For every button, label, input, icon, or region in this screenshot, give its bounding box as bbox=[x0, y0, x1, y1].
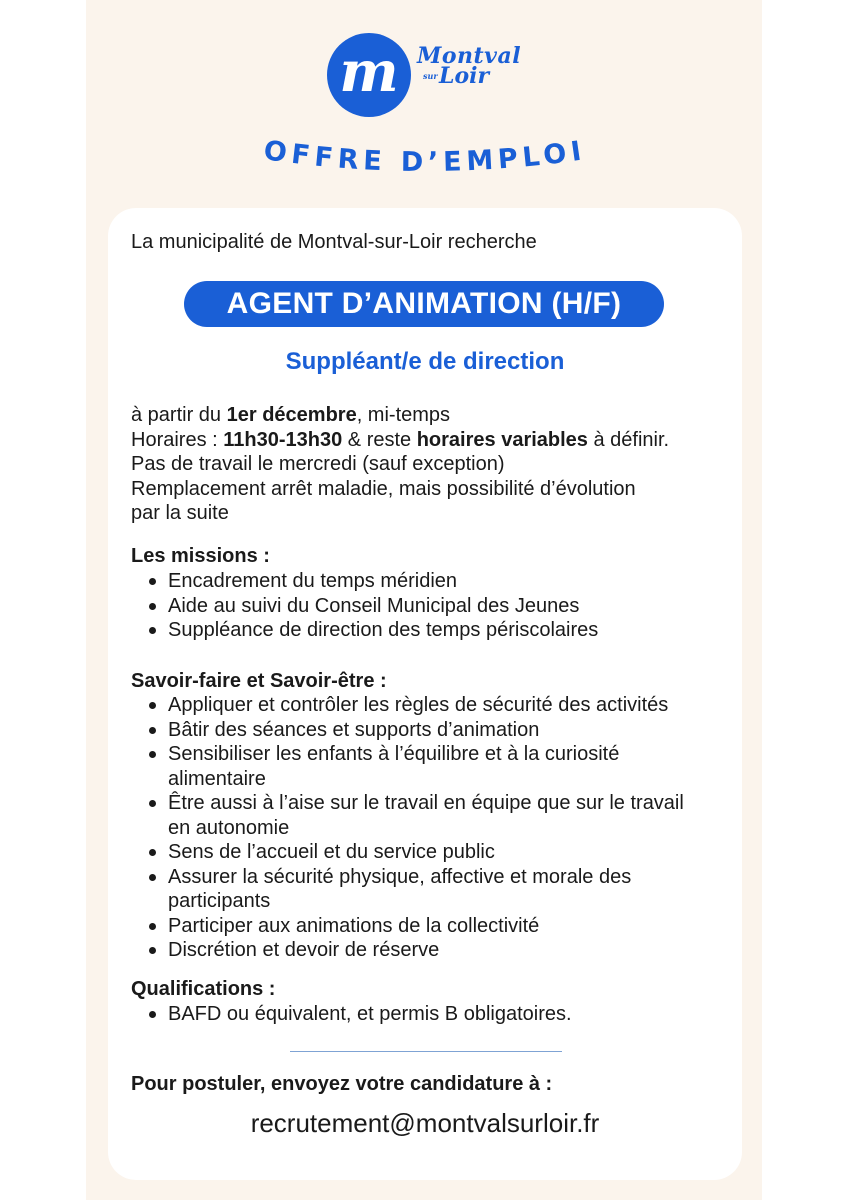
missions-list bbox=[131, 569, 598, 643]
intro-text: La municipalité de Montval-sur-Loir recherche bbox=[131, 231, 537, 253]
qualifications-heading: Qualifications : bbox=[131, 978, 276, 1000]
list-item: Bâtir des séances et supports d’animation bbox=[131, 718, 684, 743]
list-item: Assurer la sécurité physique, affective et morale des participants bbox=[131, 865, 684, 914]
logo-name-line2: Loir bbox=[439, 63, 490, 89]
list-item: Sensibiliser les enfants à l’équilibre et à la curiosité alimentaire bbox=[131, 742, 684, 791]
list-item: Encadrement du temps méridien bbox=[131, 569, 598, 594]
offer-title: OFFRE D’EMPLOI bbox=[261, 135, 589, 179]
details-line-hours: Horaires : 11h30-13h30 & reste horaires variables à définir. bbox=[131, 428, 670, 451]
list-item: Être aussi à l’aise sur le travail en équipe que sur le travail en autonomie bbox=[131, 791, 684, 840]
logo-name-line1: Montval bbox=[417, 43, 522, 69]
logo-wordmark bbox=[417, 45, 521, 87]
logo-monogram-icon bbox=[327, 33, 411, 117]
details-line-replacement-cont: par la suite bbox=[131, 502, 229, 524]
missions-heading: Les missions : bbox=[131, 545, 270, 567]
job-subtitle: Suppléant/e de direction bbox=[285, 348, 565, 375]
list-item: Aide au suivi du Conseil Municipal des Jeunes bbox=[131, 594, 598, 619]
list-item: Discrétion et devoir de réserve bbox=[131, 938, 684, 963]
job-details bbox=[131, 403, 669, 526]
skills-heading: Savoir-faire et Savoir-être : bbox=[131, 670, 387, 692]
logo-sur: sur bbox=[423, 71, 438, 81]
details-line-wednesday: Pas de travail le mercredi (sauf exception) bbox=[131, 453, 505, 475]
job-title-badge: AGENT D’ANIMATION (H/F) bbox=[184, 281, 664, 327]
contact-email[interactable]: recrutement@montvalsurloir.fr bbox=[250, 1108, 600, 1138]
skills-list bbox=[131, 693, 684, 963]
details-line-replacement: Remplacement arrêt maladie, mais possibilité d’évolution bbox=[131, 477, 636, 500]
list-item: Appliquer et contrôler les règles de sécurité des activités bbox=[131, 693, 684, 718]
list-item: Suppléance de direction des temps périscolaires bbox=[131, 618, 598, 643]
divider bbox=[290, 1051, 562, 1052]
qualifications-list bbox=[131, 1002, 572, 1027]
offer-title-arc bbox=[225, 128, 625, 198]
montval-logo bbox=[327, 33, 537, 117]
list-item: BAFD ou équivalent, et permis B obligatoires. bbox=[131, 1002, 572, 1027]
list-item: Participer aux animations de la collectivité bbox=[131, 914, 684, 939]
apply-heading: Pour postuler, envoyez votre candidature à : bbox=[131, 1073, 553, 1095]
logo-monogram: m bbox=[339, 39, 399, 105]
list-item: Sens de l’accueil et du service public bbox=[131, 840, 684, 865]
details-line-start: à partir du 1er décembre, mi-temps bbox=[131, 404, 451, 426]
logo-circle bbox=[327, 33, 411, 117]
